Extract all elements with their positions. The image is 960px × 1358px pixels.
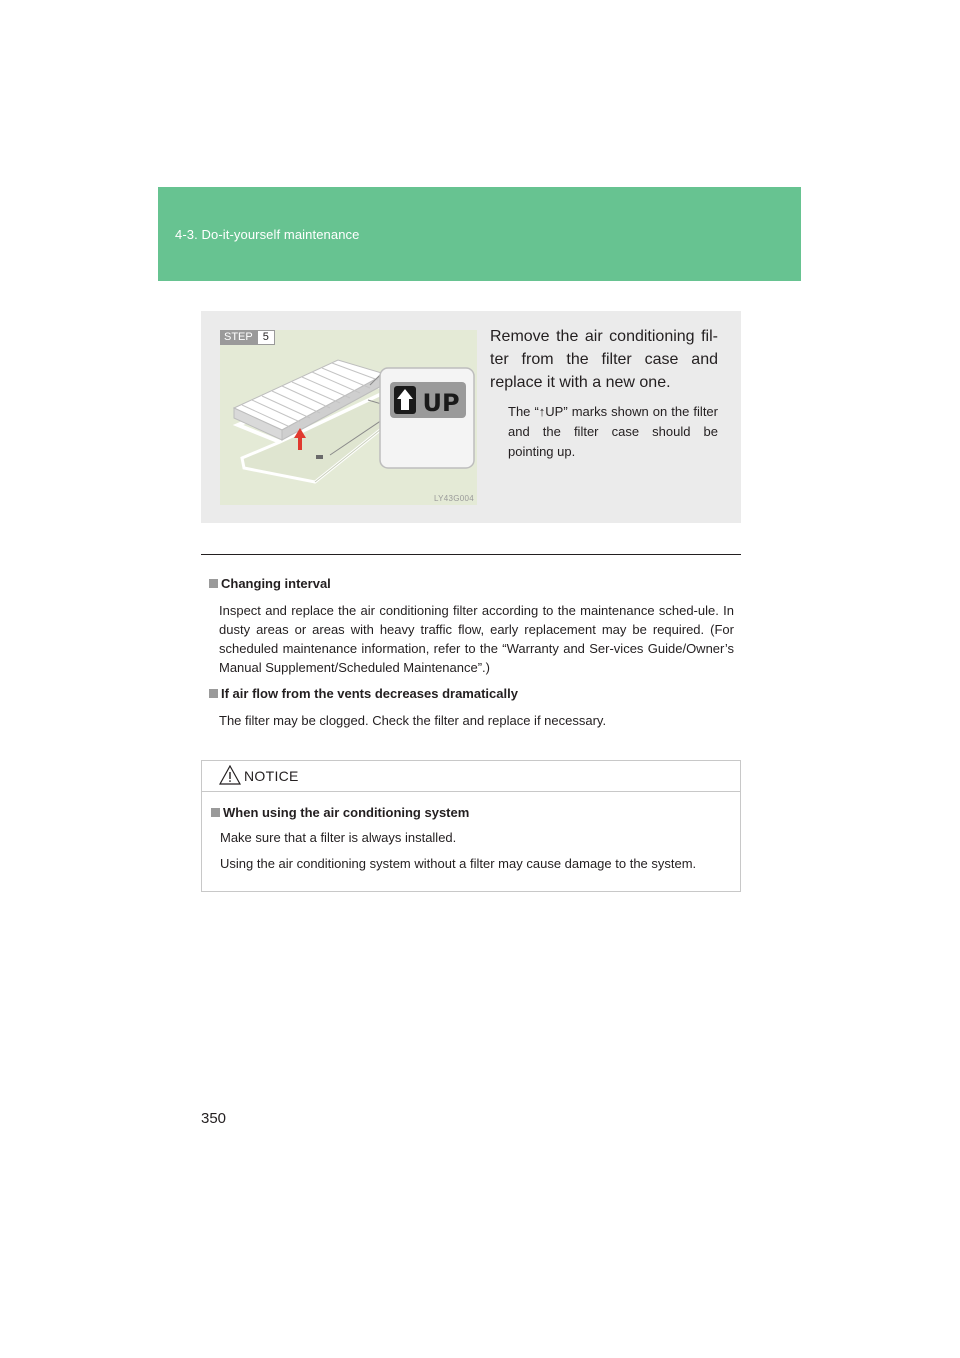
section-title: 4-3. Do-it-yourself maintenance [175,227,360,242]
notice-subhead: When using the air conditioning system [211,805,469,820]
step-label: STEP [220,330,257,345]
notice-title: NOTICE [244,768,299,784]
square-bullet-icon [209,689,218,698]
notice-line: Using the air conditioning system without a filter may cause damage to the system. [220,856,697,871]
notice-line: Make sure that a filter is always installed. [220,830,457,845]
filter-diagram [220,330,477,505]
step-panel [201,311,741,523]
subhead-changing-interval: Changing interval [209,576,331,591]
subhead-air-flow: If air flow from the vents decreases dramatically [209,686,518,701]
notice-header [202,761,740,792]
paragraph-changing-interval: Inspect and replace the air conditioning filter according to the maintenance sched-ule. In dusty areas or areas with heavy traffic flow, early replacement may be required. (For scheduled maintenance information, refer to the “Warranty and Ser-vices Guide/Owner’s Manual Supplement/Scheduled Maintenance”.) [219,603,734,675]
step-instruction: Remove the air conditioning fil-ter from the filter case and replace it with a new one. [490,328,718,391]
square-bullet-icon [209,579,218,588]
step-number: 5 [257,330,275,345]
paragraph-air-flow: The filter may be clogged. Check the filter and replace if necessary. [219,713,607,728]
figure-code: LY43G004 [433,494,474,503]
section-header-band [158,187,801,281]
filter-illustration [220,330,477,505]
step-badge [220,330,275,345]
warning-triangle-icon [219,765,241,785]
notice-box [201,760,741,892]
square-bullet-icon [211,808,220,817]
svg-text:UP: UP [422,389,460,417]
section-divider [201,554,741,555]
step-note: The “↑UP” marks shown on the filter and the filter case should be pointing up. [508,404,718,459]
page-number: 350 [201,1110,227,1127]
